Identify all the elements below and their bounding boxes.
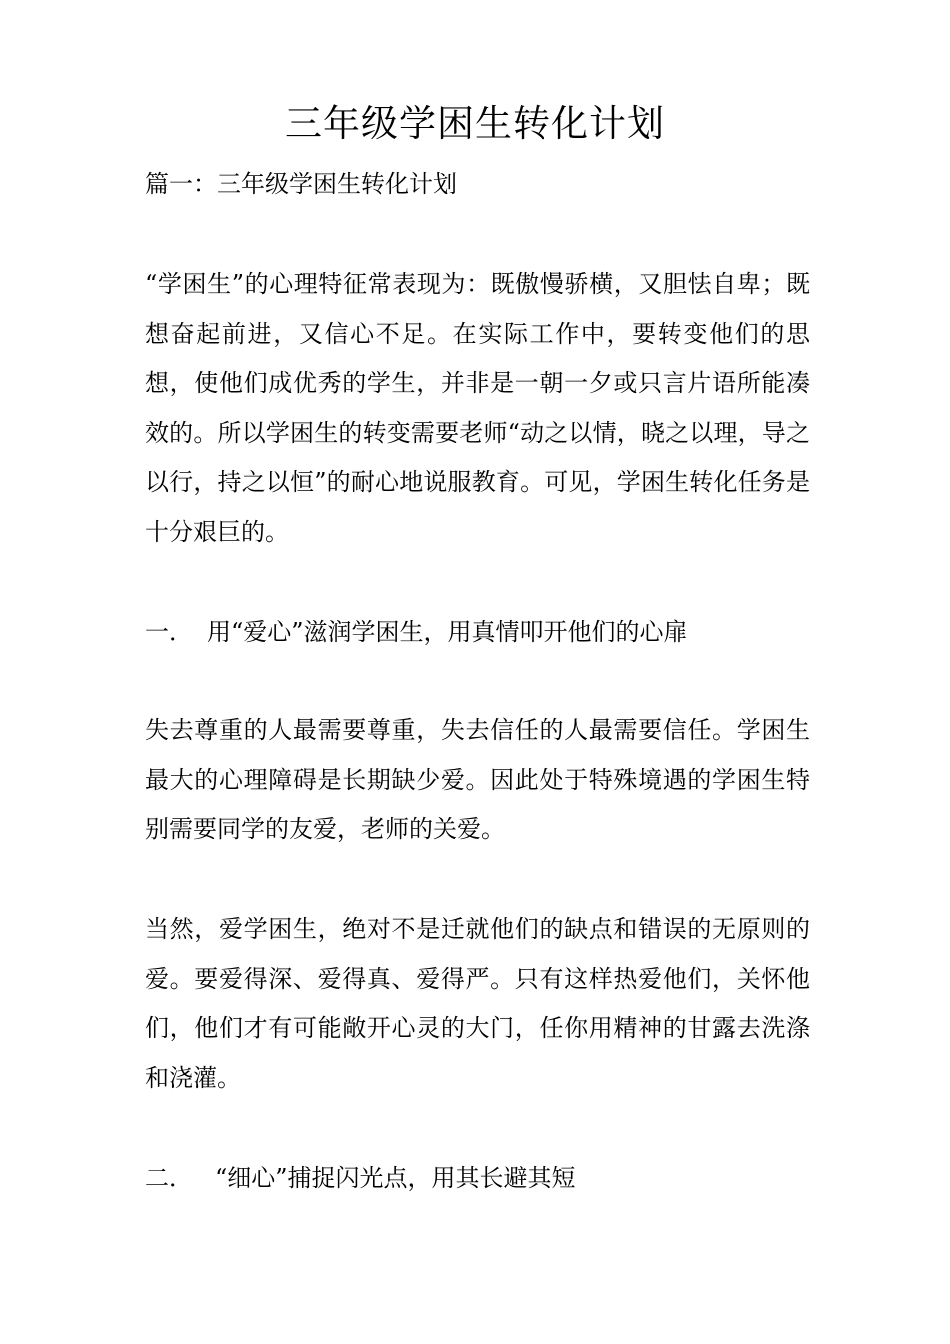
section-1-number: 一． xyxy=(145,618,193,646)
section-1-paragraph-2: 当然，爱学困生，绝对不是迁就他们的缺点和错误的无原则的爱。要爱得深、爱得真、爱得严。只有这样热爱他们，关怀他们，他们才有可能敞开心灵的大门，任你用精神的甘露去洗涤和浇灌。 xyxy=(145,915,810,1092)
document-subtitle: 篇一：三年级学困生转化计划 xyxy=(145,170,457,198)
section-2-heading xyxy=(145,1158,810,1198)
section-2-heading-text: “细心”捕捉闪光点，用其长避其短 xyxy=(215,1164,576,1192)
section-2-number: 二． xyxy=(145,1164,193,1192)
section-1-heading xyxy=(145,612,810,652)
section-1-paragraph-1: 失去尊重的人最需要尊重，失去信任的人最需要信任。学困生最大的心理障碍是长期缺少爱。因此处于特殊境遇的学困生特别需要同学的友爱，老师的关爱。 xyxy=(145,716,810,843)
document-title: 三年级学困生转化计划 xyxy=(285,102,665,145)
intro-paragraph: “学困生”的心理特征常表现为：既傲慢骄横，又胆怯自卑；既想奋起前进，又信心不足。在实际工作中，要转变他们的思想，使他们成优秀的学生，并非是一朝一夕或只言片语所能凑效的。所以学困生的转变需要老师“动之以情，晓之以理，导之以行，持之以恒”的耐心地说服教育。可见，学困生转化任务是十分艰巨的。 xyxy=(145,270,810,546)
section-1-heading-text: 用“爱心”滋润学困生，用真情叩开他们的心扉 xyxy=(207,618,688,646)
